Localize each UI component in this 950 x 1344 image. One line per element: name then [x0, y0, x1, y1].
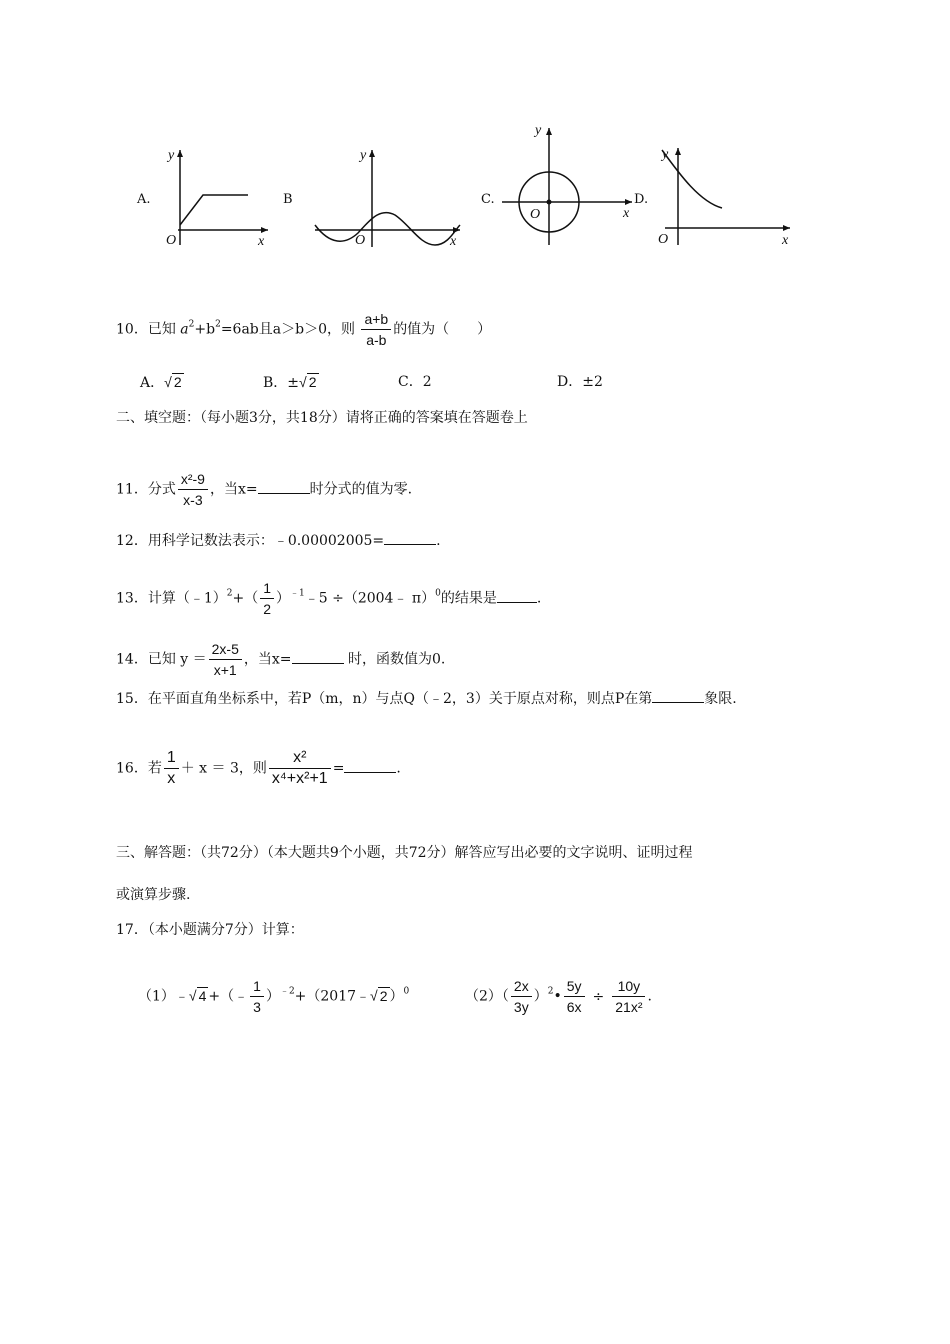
question-15: 15．在平面直角坐标系中，若P（m，n）与点Q（﹣2，3）关于原点对称，则点P在第 象限. — [116, 688, 737, 709]
question-16: 16．若 $\frac{1}{x}$ ＋ x ＝ 3，则 $\frac{\text{x²}}{\text{x⁴+x²+1}}$ = . — [116, 749, 401, 787]
option-a: A．√ 2 — [140, 374, 182, 391]
svg-text:O: O — [355, 233, 366, 248]
question-17-title: 17．（本小题满分7分）计算： — [116, 922, 304, 938]
svg-text:y: y — [360, 148, 367, 163]
answer-blank — [497, 588, 537, 603]
svg-text:y: y — [535, 123, 542, 138]
graph-label-a: A. — [137, 192, 151, 207]
svg-text:O: O — [530, 207, 541, 222]
question-11: 11．分式 $\frac{\text{x²-9}}{x-3}$ ，当x= 时分式的值为零. — [116, 471, 413, 508]
answer-blank — [292, 649, 344, 664]
y-axis-label: y — [168, 148, 175, 163]
svg-text:y: y — [662, 147, 669, 162]
graph-d — [650, 140, 795, 250]
origin-label: O — [166, 233, 177, 248]
option-b: B．±√ 2 — [263, 374, 317, 391]
section-2-heading: 二、填空题：（每小题3分，共18分）请将正确的答案填在答题卷上 — [116, 410, 528, 426]
question-17-part-1: （1）﹣√ 4 +（﹣ $\frac{1}{3}$ ）$^{﹣2}$+（2017﹣√ 2 ）$^0$ — [138, 978, 410, 1015]
svg-text:x: x — [623, 206, 630, 221]
answer-blank — [384, 530, 436, 545]
x-axis-label: x — [258, 234, 265, 249]
svg-text:O: O — [658, 232, 669, 247]
option-d: D．±2 — [557, 374, 603, 390]
fraction-a-plus-b-over-a-minus-b: $\frac{a+b}{a-b}$ — [361, 309, 391, 350]
answer-blank — [344, 758, 396, 773]
graph-b — [310, 145, 465, 250]
section-3-heading: 三、解答题：（共72分）（本大题共9个小题，共72分）解答应写出必要的文字说明、证明过程 — [116, 845, 693, 861]
question-10: 10．已知 $a^2+b^2=6ab$且a＞b＞0，则 $\frac{a+b}{a-b}$ 的值为（ ） — [116, 311, 492, 348]
question-17-part-2: （2）（ $\frac{2x}{3y}$ ）$^2$• $\frac{5y}{6x}$ ÷ $\frac{10y}{\text{21x²}}$ . — [465, 978, 652, 1015]
question-14: 14．已知 y ＝ $\frac{2x-5}{x+1}$ ，当x= 时，函数值为0. — [116, 641, 446, 678]
svg-text:x: x — [782, 233, 789, 248]
section-3-heading-cont: 或演算步骤. — [116, 887, 191, 903]
answer-blank — [258, 479, 310, 494]
graph-label-d: D. — [634, 192, 649, 207]
answer-blank — [652, 688, 704, 703]
graph-label-b: B — [283, 192, 293, 207]
graph-label-c: C. — [481, 192, 495, 207]
graph-a — [158, 145, 270, 250]
graph-c — [497, 120, 637, 250]
question-12: 12．用科学记数法表示：﹣0.00002005= . — [116, 530, 441, 551]
question-10-options — [140, 372, 184, 393]
svg-text:x: x — [450, 234, 457, 249]
option-c: C．2 — [398, 374, 432, 390]
question-13: 13．计算（﹣1）$^2$+（ $\frac{1}{2}$ ）$^{﹣1}$﹣5 ÷（2004﹣ π）$^0$的结果是 . — [116, 580, 542, 617]
